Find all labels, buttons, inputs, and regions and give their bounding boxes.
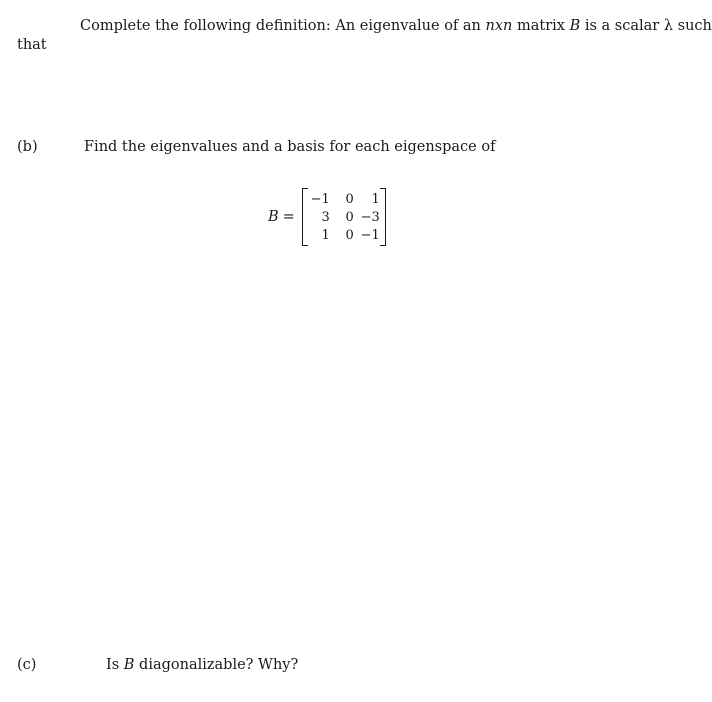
math-matrix-b: B xyxy=(569,18,581,34)
math-nxn: nxn xyxy=(485,18,513,34)
matrix-cell: 0 xyxy=(345,209,354,225)
matrix-cell: 0 xyxy=(345,191,354,207)
equals-sign: = xyxy=(282,209,295,225)
right-bracket xyxy=(380,188,386,246)
matrix-cell: −3 xyxy=(360,209,380,225)
matrix-cell: 0 xyxy=(345,227,354,243)
math-lambda: λ xyxy=(663,18,674,34)
definition-text-1: Complete the following definition: An eigenvalue of an xyxy=(80,18,486,34)
matrix-equation xyxy=(268,188,386,246)
definition-text-3: is a scalar xyxy=(580,18,664,34)
math-matrix-b: B xyxy=(123,657,135,673)
part-c-text-1: Is xyxy=(106,657,124,673)
part-b-prompt: Find the eigenvalues and a basis for each eigenspace of xyxy=(84,139,496,155)
definition-text-4: such xyxy=(673,18,712,34)
part-b-label: (b) xyxy=(17,139,38,155)
definition-continuation: that xyxy=(17,37,47,53)
matrix-entries xyxy=(308,190,380,244)
part-c-prompt xyxy=(106,656,298,674)
matrix-cell: −1 xyxy=(360,227,380,243)
matrix-cell: 3 xyxy=(321,209,330,225)
matrix-cell: 1 xyxy=(371,191,380,207)
definition-text-2: matrix xyxy=(512,18,570,34)
definition-prompt-line xyxy=(80,17,712,35)
matrix-name: B xyxy=(268,209,279,225)
matrix-cell: −1 xyxy=(310,191,330,207)
part-c-label: (c) xyxy=(17,657,37,673)
part-c-text-2: diagonalizable? Why? xyxy=(134,657,299,673)
matrix-cell: 1 xyxy=(321,227,330,243)
